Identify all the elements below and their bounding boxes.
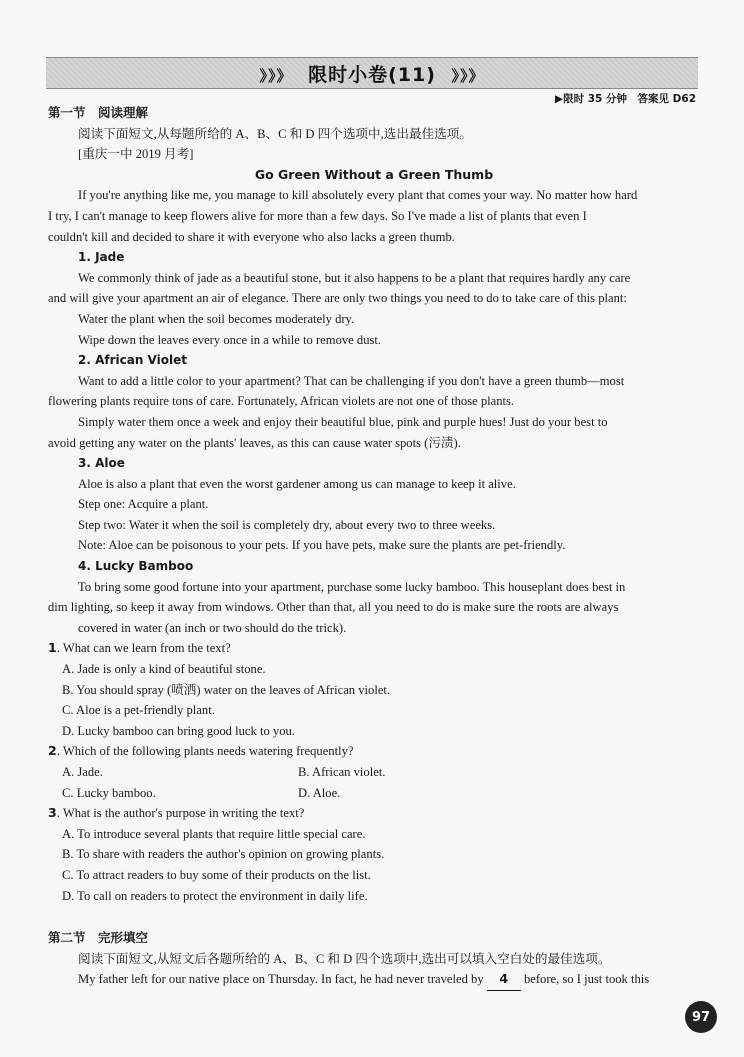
- bamboo-line: covered in water (an inch or two should do the trick).: [78, 620, 347, 635]
- option: C. To attract readers to buy some of their products on the list.: [62, 867, 371, 882]
- spacer: [48, 906, 700, 928]
- cloze-blank: 4: [487, 969, 521, 991]
- violet-line: avoid getting any water on the plants' leaves, as this can cause water spots (污渍).: [48, 435, 461, 450]
- question-number: 3: [48, 805, 57, 821]
- question-stem: 3. What is the author's purpose in writing the text?: [48, 805, 305, 821]
- jade-step: Wipe down the leaves every once in a while to remove dust.: [78, 332, 382, 347]
- option: C. Aloe is a pet-friendly plant.: [62, 703, 215, 718]
- option: D. Lucky bamboo can bring good luck to you.: [62, 723, 295, 738]
- bamboo-heading: 4. Lucky Bamboo: [78, 559, 194, 574]
- option: A. Jade.: [62, 765, 103, 779]
- jade-step: Water the plant when the soil becomes moderately dry.: [78, 311, 355, 326]
- passage-title: Go Green Without a Green Thumb: [254, 166, 494, 182]
- option: B. To share with readers the author's opinion on growing plants.: [62, 847, 385, 862]
- aloe-line: Aloe is also a plant that even the worst gardener among us can manage to keep it alive.: [78, 476, 516, 491]
- question-number: 1: [48, 640, 57, 656]
- main-content: [48, 103, 700, 991]
- section2-heading: 第二节 完形填空: [48, 930, 149, 946]
- time-limit-note: ▶限时 35 分钟 答案见 D62: [555, 93, 696, 105]
- page-number-badge: 97: [685, 1001, 717, 1033]
- cloze-text-before: My father left for our native place on Thursday. In fact, he had never traveled by: [78, 972, 484, 987]
- question-stem: 1. What can we learn from the text?: [48, 640, 231, 656]
- violet-line: Simply water them once a week and enjoy their beautiful blue, pink and purple hues! Just do your best to: [78, 414, 608, 429]
- cloze-first-line: [48, 969, 700, 991]
- section1-instruction: 阅读下面短文,从每题所给的 A、B、C 和 D 四个选项中,选出最佳选项。: [78, 126, 472, 141]
- jade-line: We commonly think of jade as a beautiful stone, but it also happens to be a plant that requires hardly any care: [78, 270, 631, 285]
- intro-line: If you're anything like me, you manage to kill absolutely every plant that comes your way. No matter how hard: [78, 188, 638, 203]
- option-row: [48, 762, 700, 783]
- question-text: What can we learn from the text?: [62, 641, 231, 656]
- option: B. African violet.: [298, 765, 386, 779]
- option: A. To introduce several plants that require little special care.: [62, 826, 366, 841]
- title-banner: [46, 57, 698, 89]
- option: D. To call on readers to protect the environment in daily life.: [62, 888, 368, 903]
- jade-line: and will give your apartment an air of elegance. There are only two things you need to do to take care of this plant:: [48, 291, 627, 306]
- cloze-text-after: before, so I just took this: [523, 972, 650, 987]
- option: B. You should spray (喷洒) water on the leaves of African violet.: [62, 682, 391, 697]
- jade-heading: 1. Jade: [78, 250, 125, 265]
- violet-heading: 2. African Violet: [78, 353, 187, 368]
- page-title: 限时小卷(11): [308, 63, 436, 86]
- option: A. Jade is only a kind of beautiful stone.: [62, 662, 266, 677]
- aloe-line: Step two: Water it when the soil is completely dry, about every two to three weeks.: [78, 517, 496, 532]
- option: C. Lucky bamboo.: [62, 785, 156, 800]
- section1-heading: 第一节 阅读理解: [48, 105, 149, 120]
- bamboo-line: dim lighting, so keep it away from windows. Other than that, all you need to do is make sure the roots are always: [48, 600, 619, 615]
- violet-line: flowering plants require tons of care. Fortunately, African violets are not one of those plants.: [48, 394, 515, 409]
- banner-text: [251, 60, 492, 87]
- option: D. Aloe.: [298, 785, 341, 800]
- question-stem: 2. Which of the following plants needs watering frequently?: [48, 743, 354, 759]
- section2-instruction: 阅读下面短文,从短文后各题所给的 A、B、C 和 D 四个选项中,选出可以填入空白处的最佳选项。: [78, 951, 611, 966]
- intro-line: I try, I can't manage to keep flowers alive for more than a few days. So I've made a list of plants that even I: [48, 208, 587, 223]
- option-row: [48, 783, 700, 804]
- aloe-line: Step one: Acquire a plant.: [78, 497, 209, 512]
- violet-line: Want to add a little color to your apartment? That can be challenging if you don't have a green thumb—most: [78, 373, 625, 388]
- source-note: [重庆一中 2019 月考]: [78, 147, 194, 162]
- aloe-heading: 3. Aloe: [78, 456, 125, 471]
- question-text: What is the author's purpose in writing the text?: [62, 806, 305, 821]
- right-arrows: 》》》: [451, 66, 485, 85]
- question-number: 2: [48, 743, 57, 759]
- intro-line: couldn't kill and decided to share it with everyone who also lacks a green thumb.: [48, 229, 455, 244]
- question-text: Which of the following plants needs watering frequently?: [62, 744, 354, 759]
- bamboo-line: To bring some good fortune into your apartment, purchase some lucky bamboo. This houseplant does best in: [78, 579, 626, 594]
- left-arrows: 》》》: [259, 66, 293, 85]
- aloe-line: Note: Aloe can be poisonous to your pets. If you have pets, make sure the plants are pet-friendly.: [78, 538, 566, 553]
